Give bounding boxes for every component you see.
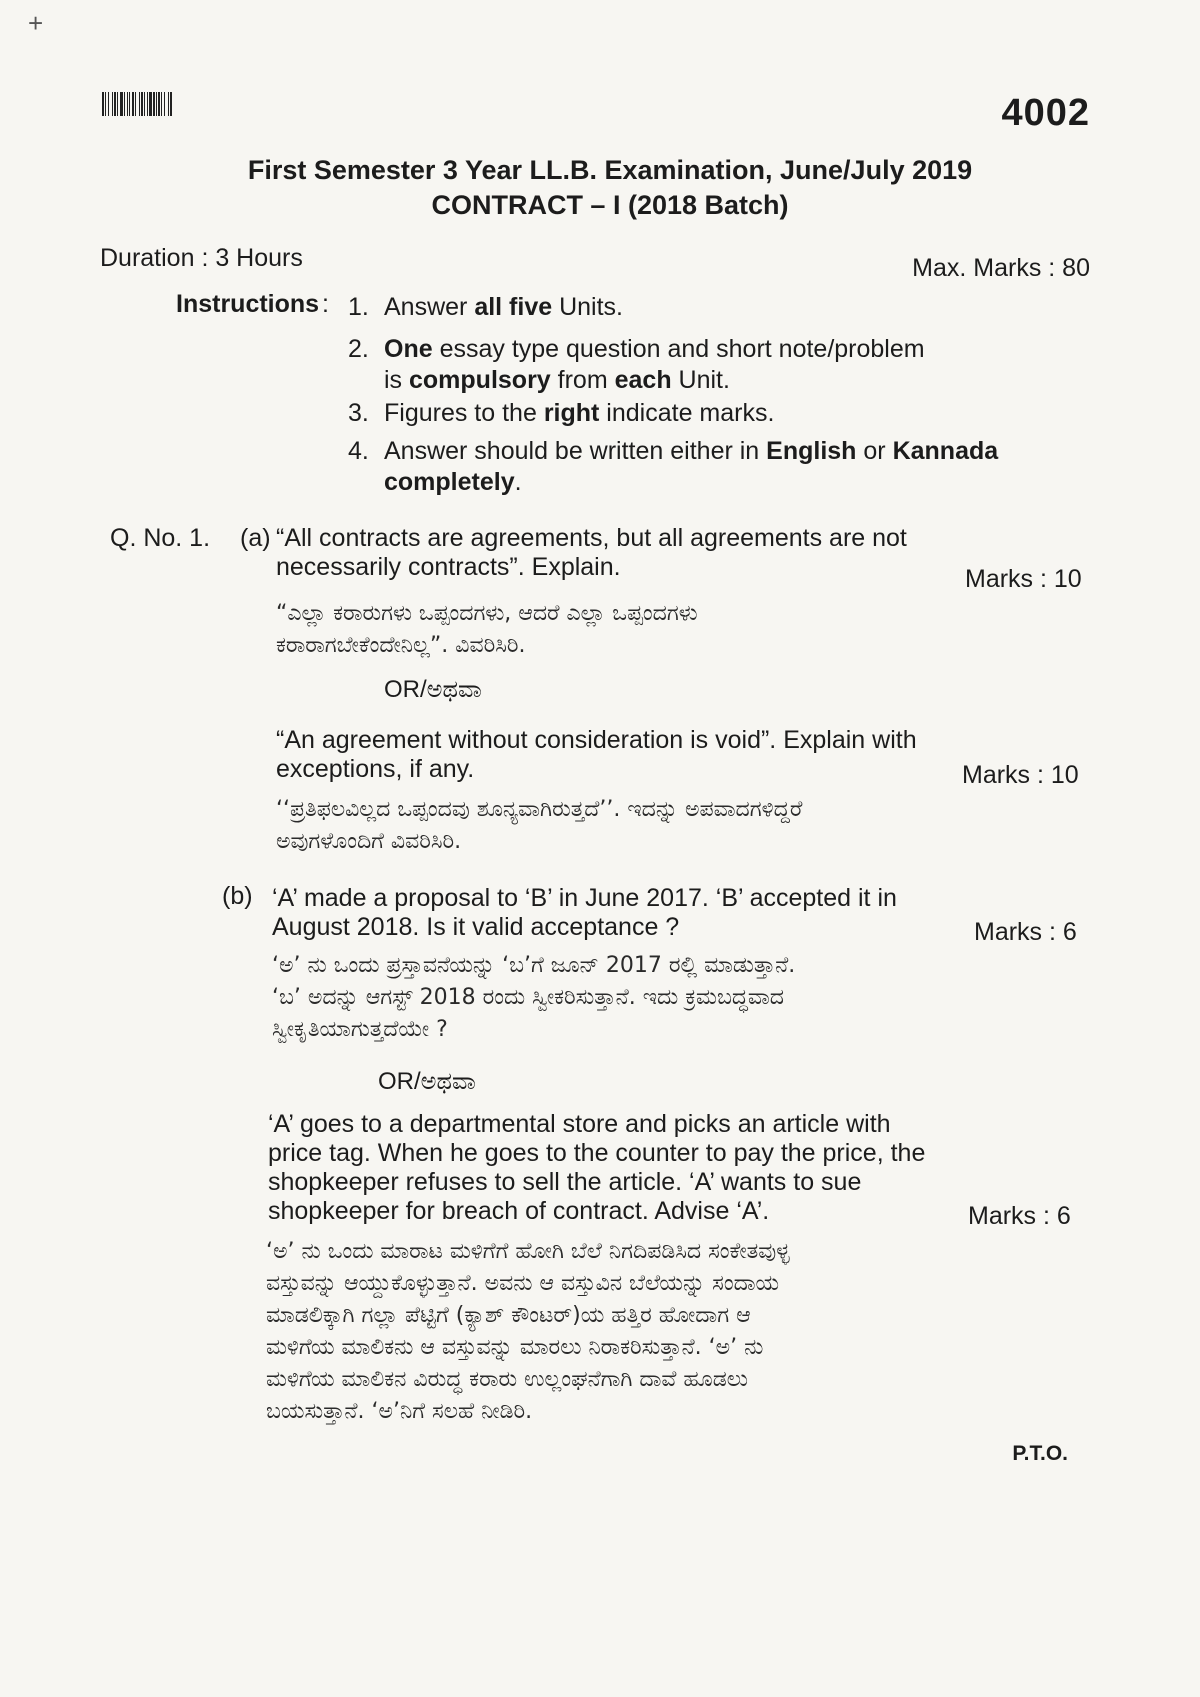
instruction-number: 2. xyxy=(348,335,369,363)
q1b-alt-kannada xyxy=(266,1236,790,1428)
or-separator: OR/ಅಥವಾ xyxy=(378,1068,476,1095)
instruction-text: . xyxy=(514,468,522,496)
instruction-1 xyxy=(348,292,623,323)
instruction-text: essay type question and short note/problem xyxy=(432,335,925,363)
barcode xyxy=(102,92,238,116)
text-line: ವಸ್ತುವನ್ನು ಆಯ್ದುಕೊಳ್ಳುತ್ತಾನೆ. ಅವನು ಆ ವಸ್ತುವಿನ ಬೆಲೆಯನ್ನು ಸಂದಾಯ xyxy=(266,1271,780,1296)
duration: Duration : 3 Hours xyxy=(100,244,303,272)
text-line: ಕರಾರಾಗಬೇಕೆಂದೇನಿಲ್ಲ”. ವಿವರಿಸಿರಿ. xyxy=(276,633,526,658)
text-line: ‘ಅ’ ನು ಒಂದು ಪ್ರಸ್ತಾವನೆಯನ್ನು ‘ಬ’ಗೆ ಜೂನ್ 2017 ರಲ್ಲಿ ಮಾಡುತ್ತಾನೆ. xyxy=(272,953,796,978)
instruction-bold: One xyxy=(384,335,433,363)
text-line: exceptions, if any. xyxy=(276,755,475,783)
paper-code: 4002 xyxy=(1001,92,1090,134)
q1a-alt-english xyxy=(276,726,917,784)
instruction-wrap xyxy=(348,365,925,396)
instruction-number: 1. xyxy=(348,293,369,321)
instruction-bold: right xyxy=(543,399,600,427)
subject-title: CONTRACT – I (2018 Batch) xyxy=(431,190,789,220)
instruction-wrap xyxy=(348,467,998,498)
instruction-bold: all five xyxy=(474,293,553,321)
instruction-3 xyxy=(348,398,774,429)
instruction-text: from xyxy=(550,366,615,394)
q1a-alt-marks: Marks : 10 xyxy=(962,761,1079,789)
text-line: ಬಯಸುತ್ತಾನೆ. ‘ಅ’ನಿಗೆ ಸಲಹೆ ನೀಡಿರಿ. xyxy=(266,1399,533,1424)
instruction-text: Answer should be written either in xyxy=(384,437,767,465)
text-line: ‘A’ made a proposal to ‘B’ in June 2017. ‘B’ accepted it in xyxy=(272,884,897,912)
instructions-colon: : xyxy=(322,290,329,318)
text-line: ಅವುಗಳೊಂದಿಗೆ ವಿವರಿಸಿರಿ. xyxy=(276,829,462,854)
text-line: necessarily contracts”. Explain. xyxy=(276,553,621,581)
instruction-bold: Kannada xyxy=(892,437,999,465)
or-separator: OR/ಅಥವಾ xyxy=(384,676,482,703)
text-line: ‘‘ಪ್ರತಿಫಲವಿಲ್ಲದ ಒಪ್ಪಂದವು ಶೂನ್ಯವಾಗಿರುತ್ತದೆ’’. ಇದನ್ನು ಅಪವಾದಗಳಿದ್ದರೆ xyxy=(276,797,803,822)
instruction-text: Units. xyxy=(552,293,623,321)
barcode-stripe xyxy=(172,92,173,116)
instructions-label: Instructions xyxy=(176,290,320,318)
text-line: ‘A’ goes to a departmental store and picks an article with xyxy=(268,1110,891,1138)
instruction-text: is xyxy=(384,366,409,394)
q1b-alt-english xyxy=(268,1110,925,1226)
text-line: ಮಳಿಗೆಯ ಮಾಲಿಕನು ಆ ವಸ್ತುವನ್ನು ಮಾರಲು ನಿರಾಕರಿಸುತ್ತಾನೆ. ‘ಅ’ ನು xyxy=(266,1335,764,1360)
instruction-bold: English xyxy=(766,437,857,465)
q1b-kannada xyxy=(272,950,795,1046)
instruction-text: Answer xyxy=(384,293,475,321)
instruction-text: Figures to the xyxy=(384,399,544,427)
text-line: price tag. When he goes to the counter to pay the price, the xyxy=(268,1139,926,1167)
part-a-label: (a) xyxy=(240,524,271,552)
text-line: ಸ್ವೀಕೃತಿಯಾಗುತ್ತದೆಯೇ ? xyxy=(272,1017,448,1042)
corner-mark: + xyxy=(28,8,44,38)
q1b-alt-marks: Marks : 6 xyxy=(968,1202,1071,1230)
text-line: ಮಳಿಗೆಯ ಮಾಲಿಕನ ವಿರುದ್ಧ ಕರಾರು ಉಲ್ಲಂಘನೆಗಾಗಿ ದಾವೆ ಹೂಡಲು xyxy=(266,1367,748,1392)
instruction-text: Unit. xyxy=(671,366,730,394)
instruction-text: or xyxy=(856,437,893,465)
question-number: Q. No. 1. xyxy=(110,524,211,552)
exam-title: First Semester 3 Year LL.B. Examination, June/July 2019 xyxy=(247,155,973,185)
text-line: August 2018. Is it valid acceptance ? xyxy=(272,913,680,941)
instruction-bold: each xyxy=(614,366,672,394)
instruction-number: 4. xyxy=(348,437,369,465)
instruction-bold: compulsory xyxy=(409,366,551,394)
q1a-kannada xyxy=(276,598,698,662)
instruction-bold: completely xyxy=(384,468,515,496)
text-line: ‘ಬ’ ಅದನ್ನು ಆಗಸ್ಟ್ 2018 ರಂದು ಸ್ವೀಕರಿಸುತ್ತಾನೆ. ಇದು ಕ್ರಮಬದ್ಧವಾದ xyxy=(272,985,784,1010)
pto-label: P.T.O. xyxy=(1012,1442,1068,1465)
text-line: “All contracts are agreements, but all agreements are not xyxy=(276,524,907,552)
q1b-english xyxy=(272,884,897,942)
max-marks: Max. Marks : 80 xyxy=(912,254,1090,282)
q1a-english xyxy=(276,524,907,582)
instruction-text: indicate marks. xyxy=(599,399,775,427)
q1b-marks: Marks : 6 xyxy=(974,918,1077,946)
instruction-2 xyxy=(348,334,925,396)
instruction-number: 3. xyxy=(348,399,369,427)
instruction-4 xyxy=(348,436,998,498)
text-line: shopkeeper refuses to sell the article. ‘A’ wants to sue xyxy=(268,1168,862,1196)
part-b-label: (b) xyxy=(222,882,253,910)
q1a-alt-kannada xyxy=(276,794,802,858)
q1a-marks: Marks : 10 xyxy=(965,565,1082,593)
text-line: “An agreement without consideration is void”. Explain with xyxy=(276,726,917,754)
text-line: “ಎಲ್ಲಾ ಕರಾರುಗಳು ಒಪ್ಪಂದಗಳು, ಆದರೆ ಎಲ್ಲಾ ಒಪ್ಪಂದಗಳು xyxy=(276,601,698,626)
text-line: shopkeeper for breach of contract. Advise ‘A’. xyxy=(268,1197,770,1225)
text-line: ‘ಅ’ ನು ಒಂದು ಮಾರಾಟ ಮಳಿಗೆಗೆ ಹೋಗಿ ಬೆಲೆ ನಿಗದಿಪಡಿಸಿದ ಸಂಕೇತವುಳ್ಳ xyxy=(266,1239,790,1264)
text-line: ಮಾಡಲಿಕ್ಕಾಗಿ ಗಲ್ಲಾ ಪೆಟ್ಟಿಗೆ (ಕ್ಯಾಶ್ ಕೌಂಟರ್)ಯ ಹತ್ತಿರ ಹೋದಾಗ ಆ xyxy=(266,1303,751,1328)
